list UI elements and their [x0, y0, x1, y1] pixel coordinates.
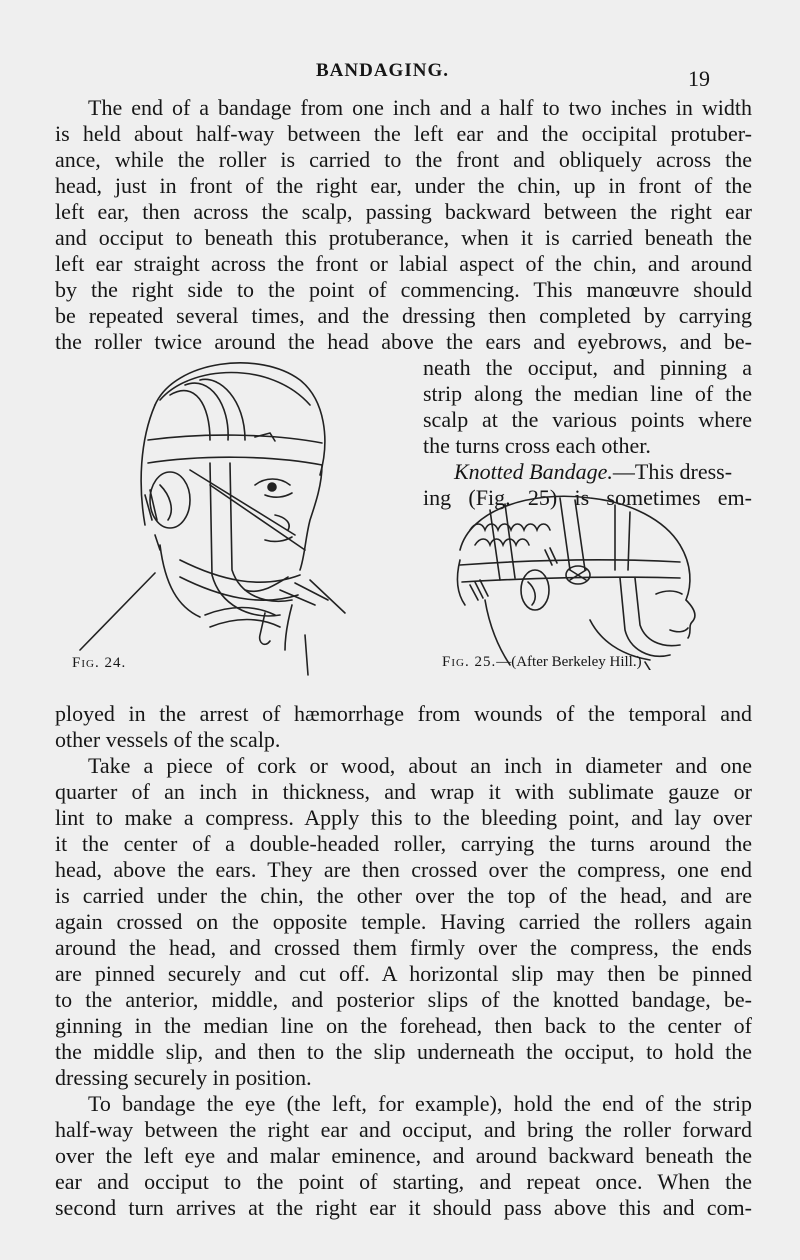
text-line: is held about half-way between the left ear and the occipital protuber- — [55, 121, 752, 146]
text-line: be repeated several times, and the dressing then completed by carrying — [55, 303, 752, 328]
text-line: ployed in the arrest of hæmorrhage from wounds of the temporal and — [55, 701, 752, 726]
text-line: to the anterior, middle, and posterior slips of the knotted bandage, be- — [55, 987, 752, 1012]
text-line: are pinned securely and cut off. A horizontal slip may then be pinned — [55, 961, 752, 986]
bandaged-head-illustration — [60, 345, 390, 680]
text-line: The end of a bandage from one inch and a half to two inches in width — [88, 95, 752, 120]
knotted-bandage-illustration — [430, 490, 730, 670]
text-line: by the right side to the point of commencing. This manœuvre should — [55, 277, 752, 302]
figure-24 — [60, 345, 390, 680]
text-line: the roller twice around the head above the ears and eyebrows, and be- — [55, 329, 752, 354]
text-line: ear and occiput to the point of starting, and repeat once. When the — [55, 1169, 752, 1194]
text-line: it the center of a double-headed roller, carrying the turns around the — [55, 831, 752, 856]
text-line: ing (Fig. 25) is sometimes em- — [423, 485, 752, 510]
text-line: the middle slip, and then to the slip underneath the occiput, to hold the — [55, 1039, 752, 1064]
text-line: dressing securely in position. — [55, 1065, 312, 1090]
text-line: Take a piece of cork or wood, about an inch in diameter and one — [88, 753, 752, 778]
text-line: left ear, then across the scalp, passing backward between the right ear — [55, 199, 752, 224]
text-line: neath the occiput, and pinning a — [423, 355, 752, 380]
text-line: ginning in the median line on the forehead, then back to the center of — [55, 1013, 752, 1038]
text-line: strip along the median line of the — [423, 381, 752, 406]
text-line: head, above the ears. They are then crossed over the compress, one end — [55, 857, 752, 882]
text-line: ance, while the roller is carried to the front and obliquely across the — [55, 147, 752, 172]
text-line: Knotted Bandage.—This dress- — [454, 459, 733, 484]
section-heading: Knotted Bandage. — [454, 459, 613, 484]
text-line: around the head, and crossed them firmly over the compress, the ends — [55, 935, 752, 960]
text-line: the turns cross each other. — [423, 433, 651, 458]
running-head: BANDAGING. — [316, 60, 449, 81]
page-number: 19 — [688, 66, 710, 91]
text-line: second turn arrives at the right ear it should pass above this and com- — [55, 1195, 752, 1220]
text-line: and occiput to beneath this protuberance, when it is carried beneath the — [55, 225, 752, 250]
page-header — [0, 60, 800, 90]
figure-25-caption: Fig. 25.—(After Berkeley Hill.) — [442, 654, 642, 670]
text-line: head, just in front of the right ear, under the chin, up in front of the — [55, 173, 752, 198]
figure-25 — [430, 490, 730, 690]
text-line: half-way between the right ear and occiput, and bring the roller forward — [55, 1117, 752, 1142]
text-line: again crossed on the opposite temple. Having carried the rollers again — [55, 909, 752, 934]
text-line: lint to make a compress. Apply this to the bleeding point, and lay over — [55, 805, 752, 830]
text-line: To bandage the eye (the left, for example), hold the end of the strip — [88, 1091, 752, 1116]
text-line: scalp at the various points where — [423, 407, 752, 432]
figure-24-caption: Fig. 24. — [72, 655, 127, 671]
text-line: left ear straight across the front or labial aspect of the chin, and around — [55, 251, 752, 276]
text-line: quarter of an inch in thickness, and wrap it with sublimate gauze or — [55, 779, 752, 804]
text-line: over the left eye and malar eminence, and around backward beneath the — [55, 1143, 752, 1168]
text-line: is carried under the chin, the other over the top of the head, and are — [55, 883, 752, 908]
text-line: other vessels of the scalp. — [55, 727, 281, 752]
